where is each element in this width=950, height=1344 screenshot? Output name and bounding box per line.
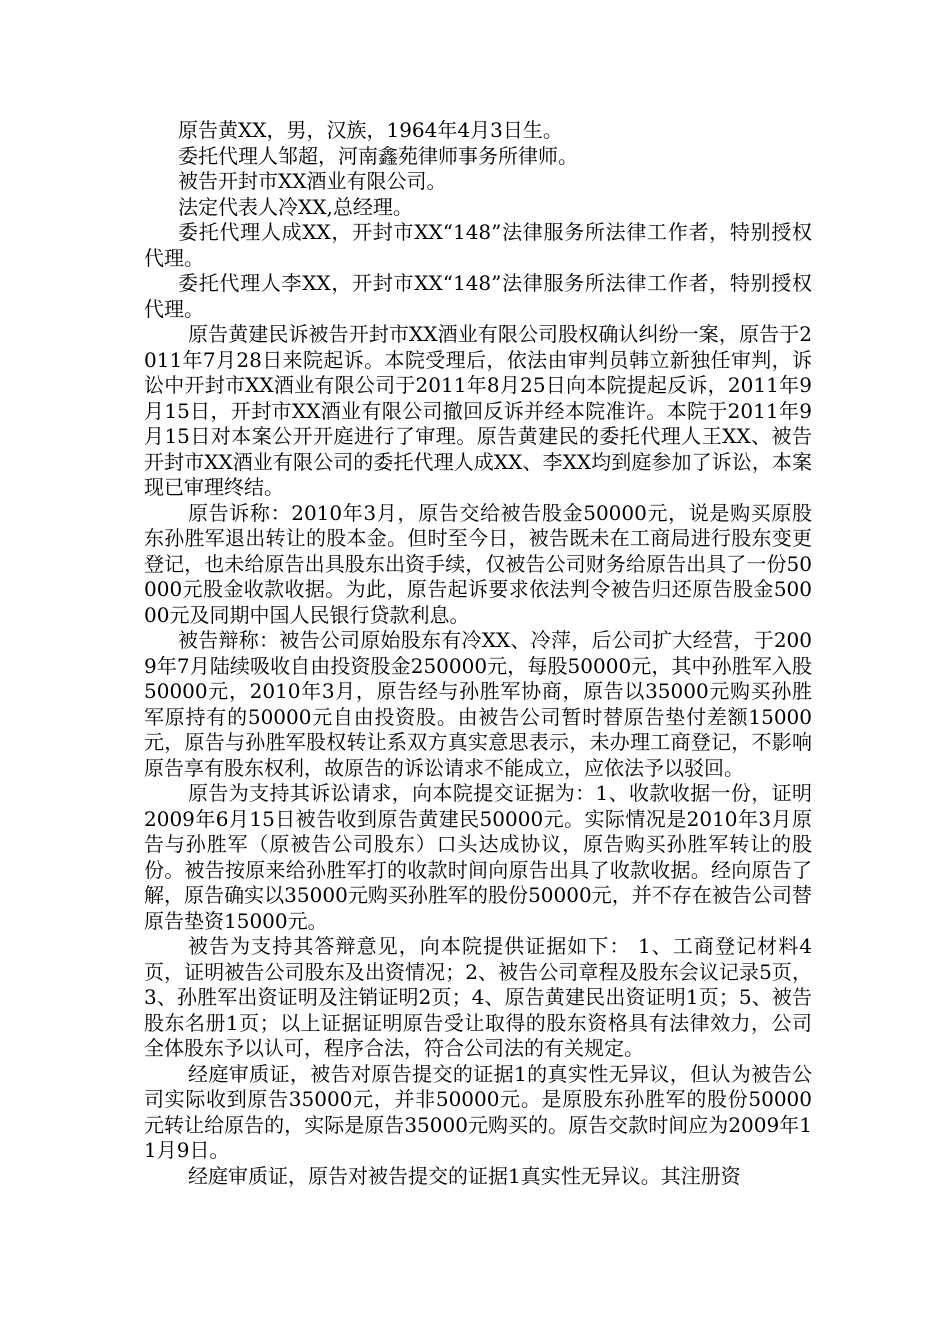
paragraph-cross-exam-2: 经庭审质证，原告对被告提交的证据1真实性无异议。其注册资 — [188, 1163, 741, 1188]
paragraph-legal-representative: 法定代表人冷XX,总经理。 — [178, 194, 413, 219]
paragraph-plaintiff-evidence: 原告为支持其诉讼请求，向本院提交证据为：1、收款收据一份，证明2009年6月15日被告收到原告黄建民50000元。实际情况是2010年3月原告与孙胜军（原被告公司股东）口头达成协议，原告购买孙胜军转让的股份。被告按原来给孙胜军打的收款时间向原告出具了收款收据。经向原告了解，原告确实以35000元购买孙胜军的股份50000元，并不存在被告公司替原告垫资15000元。 — [144, 781, 812, 933]
paragraph-defendant-agent-2: 委托代理人李XX，开封市XX“148”法律服务所法律工作者，特别授权代理。 — [144, 271, 812, 321]
paragraph-plaintiff: 原告黄XX，男，汉族，1964年4月3日生。 — [178, 118, 563, 142]
paragraph-defendant-reply: 被告辩称：被告公司原始股东有冷XX、冷萍，后公司扩大经营，于2009年7月陆续吸收自由投资股金250000元，每股50000元，其中孙胜军入股50000元，2010年3月，原告经与孙胜军协商，原告以35000元购买孙胜军原持有的50000元自由投资股。由被告公司暂时替原告垫付差额15000元，原告与孙胜军股权转让系双方真实意思表示，未办理工商登记，不影响原告享有股东权利，故原告的诉讼请求不能成立，应依法予以驳回。 — [144, 628, 812, 780]
paragraph-plaintiff-claim: 原告诉称：2010年3月，原告交给被告股金50000元，说是购买原股东孙胜军退出转让的股本金。但时至今日，被告既未在工商局进行股东变更登记，也未给原告出具股东出资手续，仅被告公司财务给原告出具了一份50000元股金收款收据。为此，原告起诉要求依法判令被告归还原告股金50000元及同期中国人民银行贷款利息。 — [144, 500, 812, 627]
paragraph-case-intro: 原告黄建民诉被告开封市XX酒业有限公司股权确认纠纷一案，原告于2011年7月28日来院起诉。本院受理后，依法由审判员韩立新独任审判，诉讼中开封市XX酒业有限公司于2011年8月25日向本院提起反诉，2011年9月15日，开封市XX酒业有限公司撤回反诉并经本院准许。本院于2011年9月15日对本案公开开庭进行了审理。原告黄建民的委托代理人王XX、被告开封市XX酒业有限公司的委托代理人成XX、李XX均到庭参加了诉讼，本案现已审理终结。 — [144, 322, 812, 499]
paragraph-plaintiff-agent: 委托代理人邹超，河南鑫苑律师事务所律师。 — [178, 143, 578, 168]
paragraph-defendant-agent-1: 委托代理人成XX，开封市XX“148”法律服务所法律工作者，特别授权代理。 — [144, 220, 812, 270]
paragraph-cross-exam-1: 经庭审质证，被告对原告提交的证据1的真实性无异议，但认为被告公司实际收到原告35000元，并非50000元。是原股东孙胜军的股份50000元转让给原告的，实际是原告35000元购买的。原告交款时间应为2009年11月9日。 — [144, 1061, 812, 1162]
paragraph-defendant: 被告开封市XX酒业有限公司。 — [178, 169, 447, 193]
document-page — [144, 118, 812, 1189]
paragraph-defendant-evidence: 被告为支持其答辩意见，向本院提供证据如下： 1、工商登记材料4页，证明被告公司股东及出资情况；2、被告公司章程及股东会议记录5页，3、孙胜军出资证明及注销证明2页；4、原告黄建民出资证明1页；5、被告股东名册1页；以上证据证明原告受让取得的股东资格具有法律效力，公司全体股东予以认可，程序合法，符合公司法的有关规定。 — [144, 934, 812, 1060]
